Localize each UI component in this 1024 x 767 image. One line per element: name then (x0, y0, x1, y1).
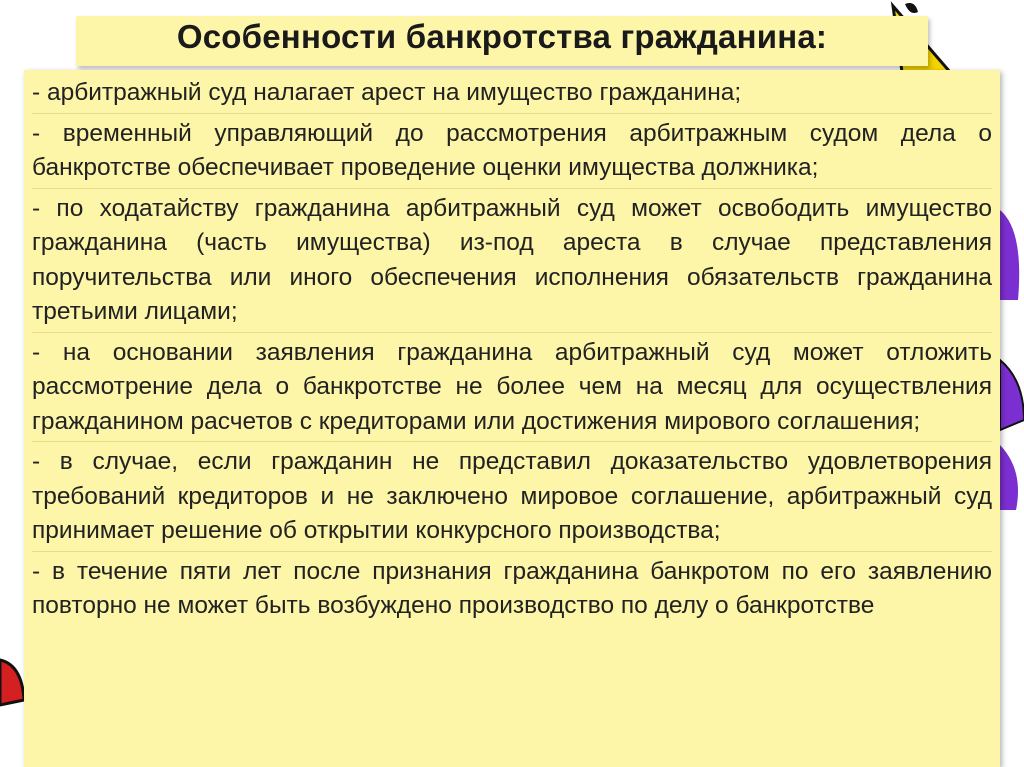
purple-shape-middle (1000, 360, 1024, 430)
red-shape-left (0, 660, 24, 705)
corner-mark-shape (905, 3, 918, 13)
page-title: Особенности банкротства гражданина: (176, 18, 828, 55)
list-item: - на основании заявления гражданина арбитражный суд может отложить рассмотрение дела о банкротстве не более чем на месяц для осуществления гражданином расчетов с кредиторами или достижения мирового соглашения; (32, 338, 992, 435)
list-item: - арбитражный суд налагает арест на имущество гражданина; (32, 79, 742, 106)
title-panel (76, 16, 928, 66)
divider (32, 551, 992, 552)
list-item: - временный управляющий до рассмотрения арбитражным судом дела о банкротстве обеспечивает проведение оценки имущества должника; (32, 119, 992, 181)
divider (32, 441, 992, 442)
divider (32, 113, 992, 114)
list-item: - в случае, если гражданин не представил доказательство удовлетворения требований кредиторов и не заключено мировое соглашение, арбитражный суд принимает решение об открытии конкурсного производства; (32, 448, 992, 544)
list-item: - в течение пяти лет после признания гражданина банкротом по его заявлению повторно не может быть возбуждено производство по делу о банкротстве (32, 557, 992, 619)
list-item: - по ходатайству гражданина арбитражный суд может освободить имущество гражданина (часть имущества) из-под ареста в случае представления поручительства или иного обеспечения исполнения обязательств гражданина третьими лицами; (32, 194, 992, 325)
divider (32, 332, 992, 333)
divider (32, 188, 992, 189)
purple-shape-upper (1000, 210, 1019, 300)
purple-shape-lower (1000, 445, 1018, 510)
feature-list (32, 76, 992, 624)
content-panel (24, 70, 1000, 767)
